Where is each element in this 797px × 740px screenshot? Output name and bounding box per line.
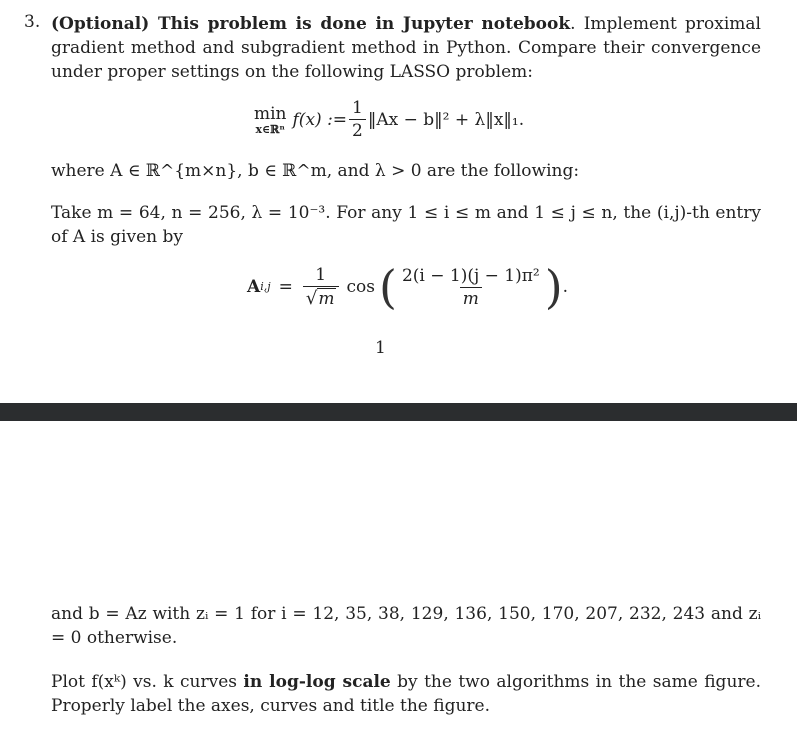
min-label: min [254, 103, 287, 124]
half-fraction [349, 98, 366, 141]
plot-post: by the two algorithms in the same figure. Properly label the axes, curves and title the figure. [51, 672, 761, 716]
sqrt-symbol: √ m [305, 288, 335, 309]
plot-pre: Plot f(xᵏ) vs. k curves [51, 672, 244, 692]
left-paren: ( [378, 260, 397, 314]
objective-norm-term: ‖Ax − b‖² + λ‖x‖₁. [367, 109, 525, 130]
plot-instruction [51, 670, 761, 718]
formula-end: . [562, 277, 569, 297]
problem-number: 3. [24, 12, 41, 32]
page-separator [0, 403, 797, 421]
inner-fraction [399, 266, 543, 309]
problem-intro-text: . Implement proximal gradient method and subgradient method in Python. Compare their convergence under proper settings on the following LASSO problem: [51, 14, 761, 82]
document-page-2 [0, 421, 797, 740]
where-line: where A ∈ ℝ^{m×n}, b ∈ ℝ^m, and λ > 0 are the following: [51, 161, 580, 181]
take-line: Take m = 64, n = 256, λ = 10⁻³. For any 1 ≤ i ≤ m and 1 ≤ j ≤ n, the (i,j)-th entry of A is given by [51, 203, 761, 247]
inner-den: m [460, 287, 482, 309]
coef-den [303, 286, 339, 309]
equals-sign: = [278, 277, 293, 297]
min-subscript: x∈ℝⁿ [255, 122, 286, 136]
matrix-lhs: A [247, 277, 261, 297]
plot-bold: in log-log scale [243, 672, 391, 692]
lasso-objective [254, 98, 524, 141]
half-den: 2 [349, 119, 366, 141]
matrix-entry-formula: A i,j = 1 √ m cos ( $\frac{\text{2(i − 1)(j − 1)π²}}{m}$ ) . [247, 260, 569, 314]
half-num: 1 [352, 98, 363, 118]
min-operator [254, 104, 287, 136]
coef-num: 1 [315, 265, 327, 285]
cos-label: cos [346, 277, 375, 297]
problem-intro [51, 12, 761, 84]
coef-fraction [303, 265, 339, 309]
page-number: 1 [375, 338, 386, 358]
inner-num: 2(i − 1)(j − 1)π² [401, 265, 540, 286]
problem-intro-bold: (Optional) This problem is done in Jupyter notebook [51, 14, 571, 34]
b-definition: and b = Az with zᵢ = 1 for i = 12, 35, 38, 129, 136, 150, 170, 207, 232, 243 and zᵢ = 0 otherwise. [51, 604, 761, 648]
objective-func: f(x) := [292, 109, 348, 130]
right-paren: ) [544, 260, 563, 314]
